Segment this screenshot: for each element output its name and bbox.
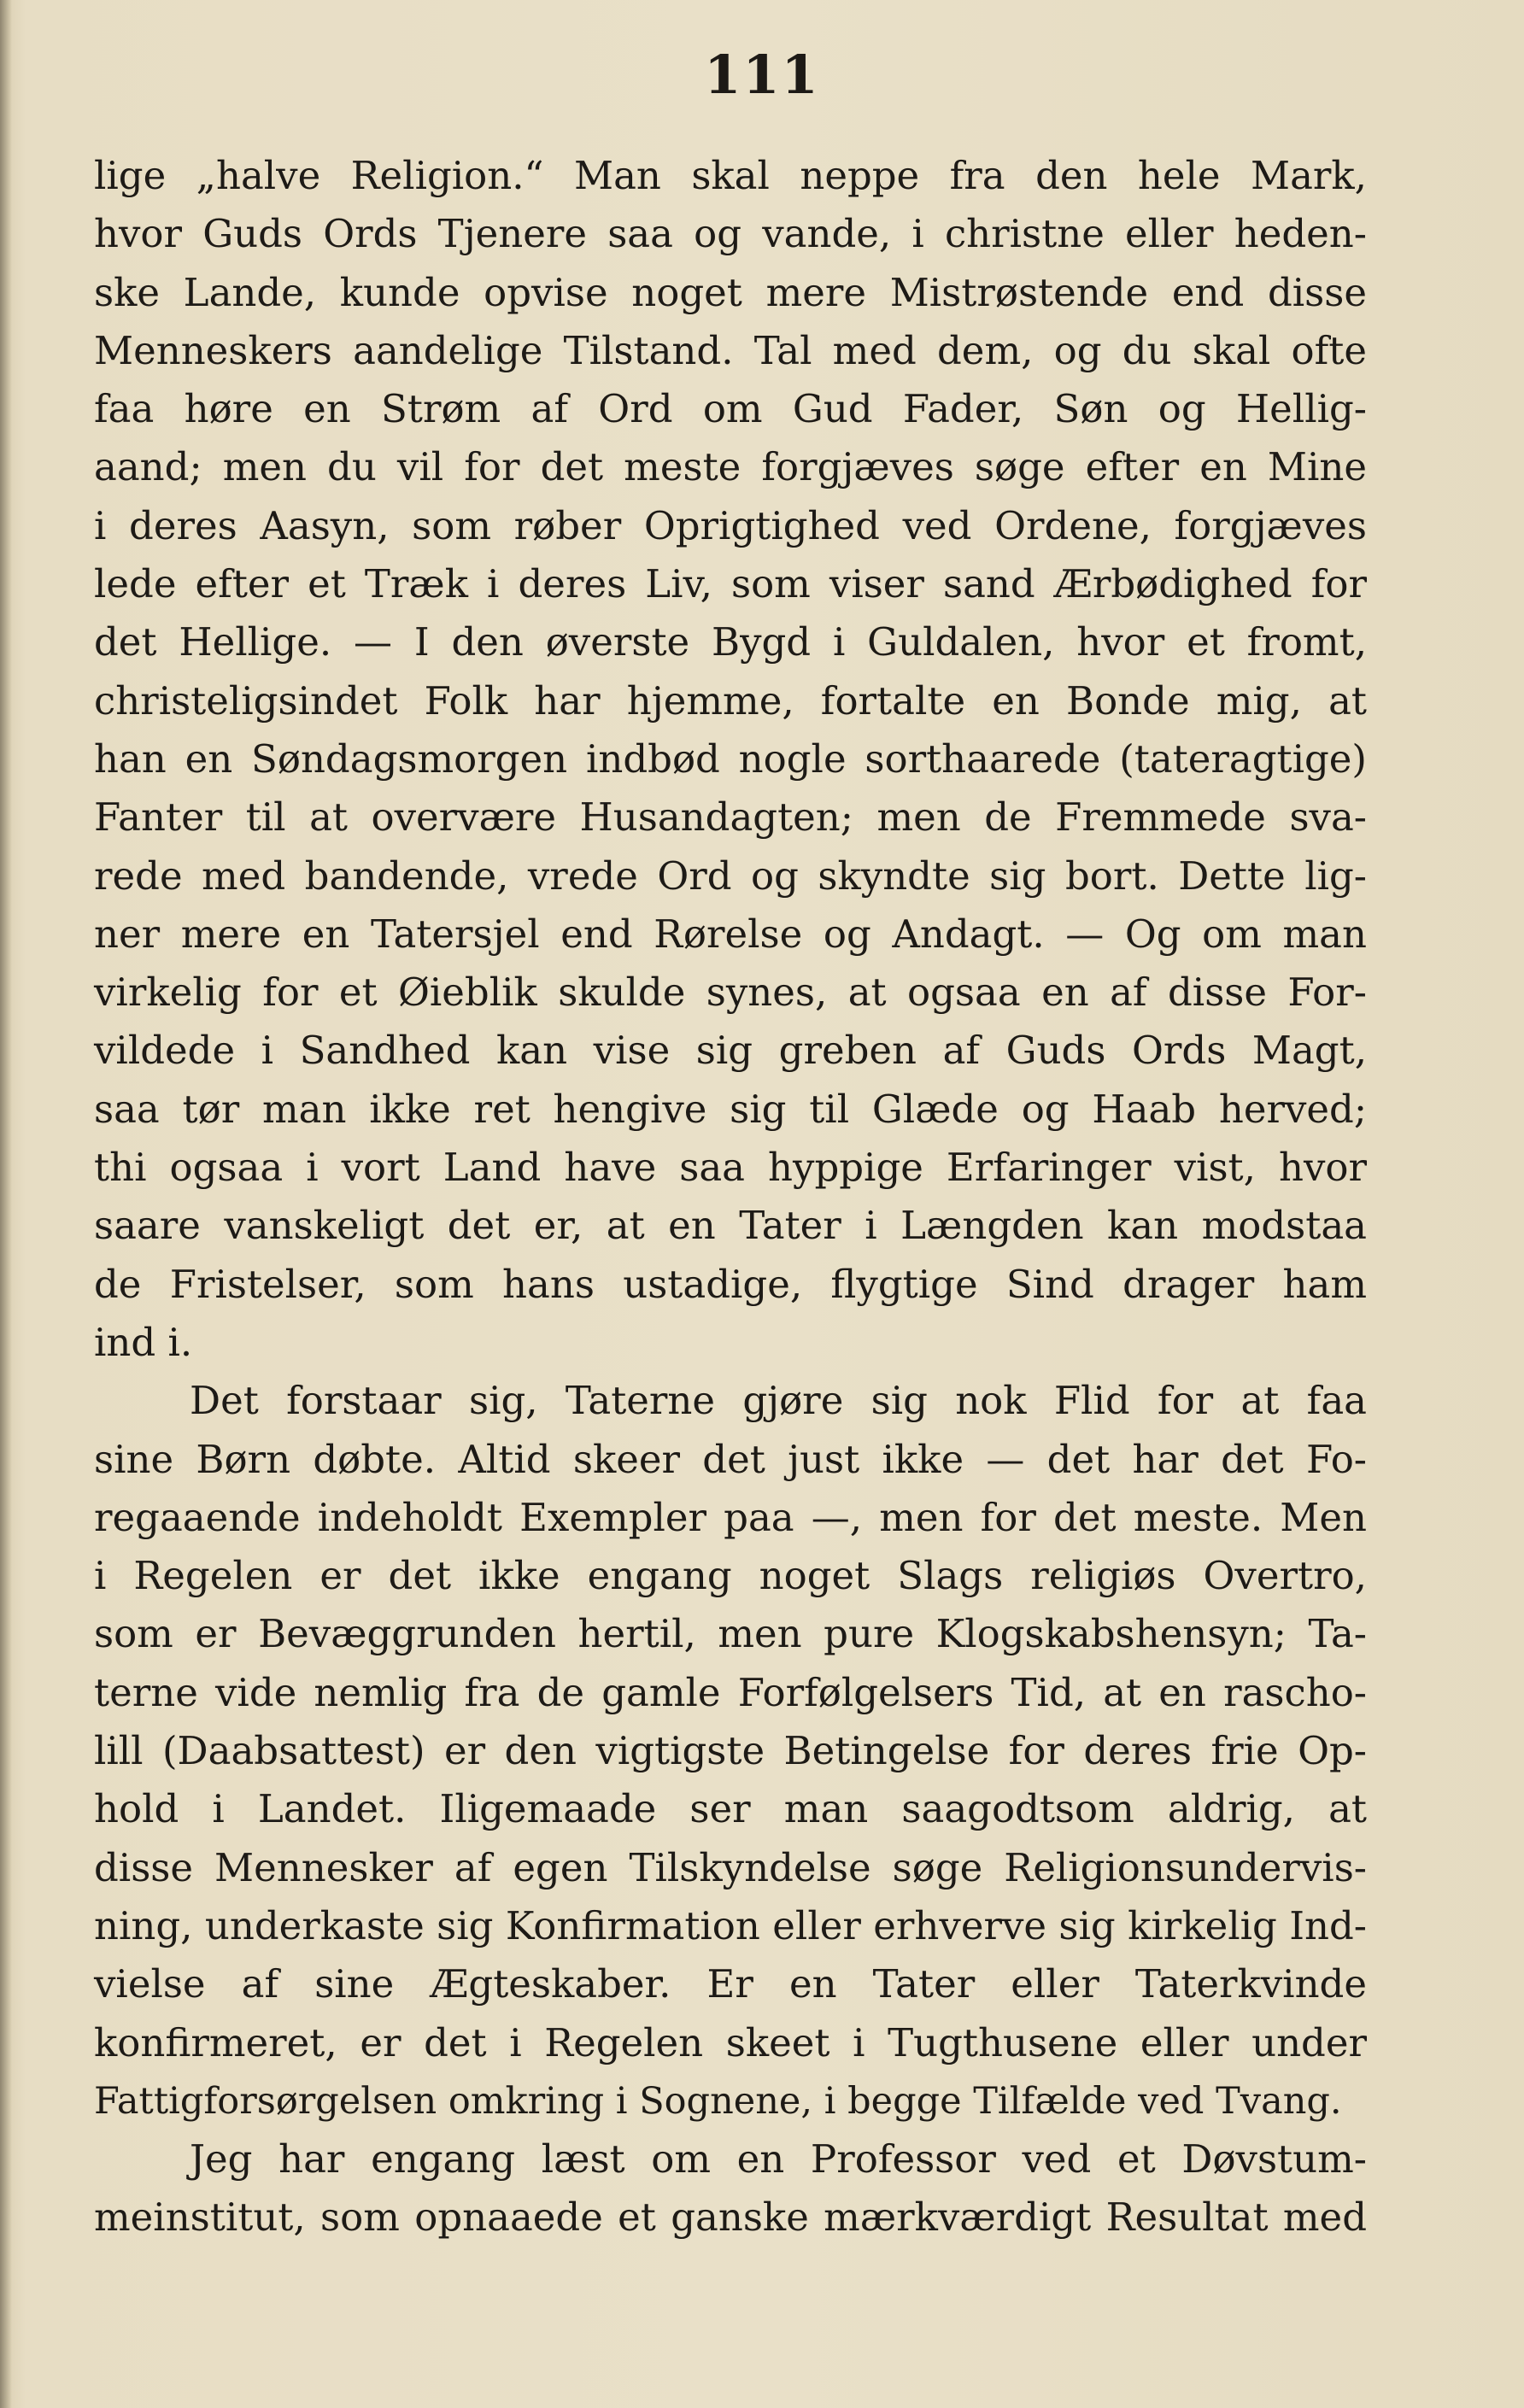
text-line: regaaende indeholdt Exempler paa —, men for det meste. Men — [94, 1494, 1367, 1540]
text-line: som er Bevæggrunden hertil, men pure Klogskabshensyn; Ta- — [94, 1611, 1367, 1657]
text-line: aand; men du vil for det meste forgjæves søge efter en Mine — [94, 444, 1367, 490]
text-line: lige „halve Religion.“ Man skal neppe fra den hele Mark, — [94, 153, 1367, 198]
text-line: i Regelen er det ikke engang noget Slags religiøs Overtro, — [94, 1553, 1367, 1599]
text-line: lill (Daabsattest) er den vigtigste Betingelse for deres frie Op- — [94, 1728, 1367, 1774]
text-line: thi ogsaa i vort Land have saa hyppige Erfaringer vist, hvor — [94, 1145, 1367, 1191]
text-line: meinstitut, som opnaaede et ganske mærkværdigt Resultat med — [94, 2194, 1367, 2241]
text-line: han en Søndagsmorgen indbød nogle sorthaarede (tateragtige) — [94, 735, 1367, 782]
text-line: ning, underkaste sig Konfirmation eller erhverve sig kirkelig Ind- — [94, 1902, 1367, 1948]
text-line: Fanter til at overvære Husandagten; men de Fremmede sva- — [94, 794, 1367, 841]
text-line: konfirmeret, er det i Regelen skeet i Tugthusene eller under — [94, 2019, 1367, 2065]
text-line: lede efter et Træk i deres Liv, som viser sand Ærbødighed for — [94, 561, 1367, 607]
page-number: 111 — [704, 44, 820, 106]
text-line: saare vanskeligt det er, at en Tater i Længden kan modstaa — [94, 1203, 1367, 1249]
text-line: saa tør man ikke ret hengive sig til Glæde og Haab herved; — [94, 1086, 1367, 1132]
text-line: virkelig for et Øieblik skulde synes, at ogsaa en af disse For- — [94, 970, 1367, 1016]
text-line: ner mere en Tatersjel end Rørelse og Andagt. — Og om man — [94, 911, 1367, 957]
text-line: hvor Guds Ords Tjenere saa og vande, i christne eller heden- — [94, 211, 1367, 257]
text-line: vielse af sine Ægteskaber. Er en Tater eller Taterkvinde — [94, 1961, 1367, 2007]
text-line: faa høre en Strøm af Ord om Gud Fader, Søn og Hellig- — [94, 386, 1367, 432]
text-line: hold i Landet. Iligemaade ser man saagodtsom aldrig, at — [94, 1786, 1367, 1832]
text-line: christeligsindet Folk har hjemme, fortalte en Bonde mig, at — [94, 677, 1367, 724]
text-line: i deres Aasyn, som røber Oprigtighed ved Ordene, forgjæves — [94, 502, 1367, 548]
text-line: Menneskers aandelige Tilstand. Tal med dem, og du skal ofte — [94, 327, 1367, 373]
text-line: sine Børn døbte. Altid skeer det just ikke — det har det Fo- — [94, 1436, 1367, 1482]
text-line: Fattigforsørgelsen omkring i Sognene, i begge Tilfælde ved Tvang. — [94, 2079, 1342, 2123]
text-line: ske Lande, kunde opvise noget mere Mistrøstende end disse — [94, 269, 1367, 315]
text-line: rede med bandende, vrede Ord og skyndte sig bort. Dette lig- — [94, 852, 1367, 899]
binding-edge — [0, 0, 12, 2408]
text-line: Jeg har engang læst om en Professor ved et Døvstum- — [190, 2136, 1367, 2182]
text-line: disse Mennesker af egen Tilskyndelse søge Religionsundervis- — [94, 1844, 1367, 1890]
text-line: vildede i Sandhed kan vise sig greben af Guds Ords Magt, — [94, 1028, 1367, 1074]
text-line: de Fristelser, som hans ustadige, flygtige Sind drager ham — [94, 1261, 1367, 1307]
text-line: terne vide nemlig fra de gamle Forfølgelsers Tid, at en rascho- — [94, 1669, 1367, 1715]
body-text — [94, 147, 1367, 2247]
text-line: ind i. — [94, 1319, 193, 1365]
text-line: det Hellige. — I den øverste Bygd i Guldalen, hvor et fromt, — [94, 619, 1367, 665]
text-line: Det forstaar sig, Taterne gjøre sig nok Flid for at faa — [190, 1378, 1367, 1424]
